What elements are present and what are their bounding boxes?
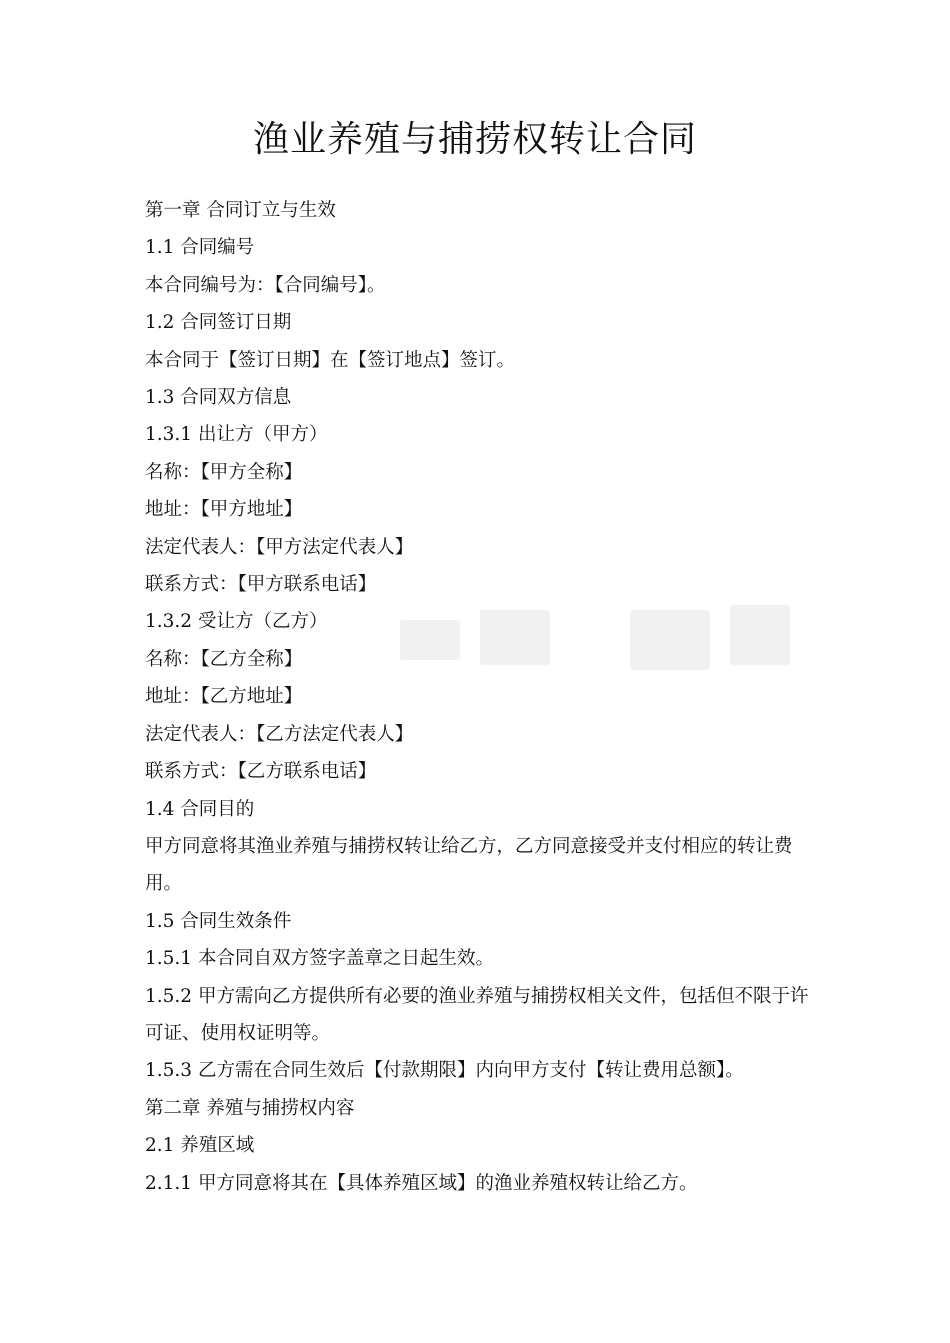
chapter-2-heading: 第二章 养殖与捕捞权内容 <box>145 1097 355 1119</box>
signing-date-line: 本合同于【签订日期】在【签订地点】签订。 <box>145 349 516 371</box>
document-title: 渔业养殖与捕捞权转让合同 <box>252 119 697 160</box>
party-b-name: 名称：【乙方全称】 <box>145 648 303 670</box>
party-b-contact: 联系方式：【乙方联系电话】 <box>145 761 377 783</box>
clause-1-5-1: 1.5.1 本合同自双方签字盖章之日起生效。 <box>145 948 494 970</box>
party-b-address: 地址：【乙方地址】 <box>145 686 303 708</box>
section-1-3-2-heading: 1.3.2 受让方（乙方） <box>145 611 328 633</box>
section-1-2-heading: 1.2 合同签订日期 <box>145 312 292 334</box>
contract-purpose-paragraph: 甲方同意将其渔业养殖与捕捞权转让给乙方，乙方同意接受并支付相应的转让费用。 <box>145 835 793 895</box>
party-a-name: 名称：【甲方全称】 <box>145 461 303 483</box>
section-1-5-heading: 1.5 合同生效条件 <box>145 910 292 932</box>
party-b-representative: 法定代表人：【乙方法定代表人】 <box>145 723 414 745</box>
section-2-1-heading: 2.1 养殖区域 <box>145 1135 255 1157</box>
contract-number-line: 本合同编号为：【合同编号】。 <box>145 274 386 296</box>
party-a-contact: 联系方式：【甲方联系电话】 <box>145 574 377 596</box>
section-1-3-1-heading: 1.3.1 出让方（甲方） <box>145 424 328 446</box>
section-1-4-heading: 1.4 合同目的 <box>145 798 255 820</box>
clause-1-5-2: 1.5.2 甲方需向乙方提供所有必要的渔业养殖与捕捞权相关文件，包括但不限于许可证、使用权证明等。 <box>145 985 809 1044</box>
document-body <box>145 192 815 1202</box>
clause-2-1-1: 2.1.1 甲方同意将其在【具体养殖区域】的渔业养殖权转让给乙方。 <box>145 1172 698 1194</box>
clause-1-5-3: 1.5.3 乙方需在合同生效后【付款期限】内向甲方支付【转让费用总额】。 <box>145 1060 744 1082</box>
party-a-address: 地址：【甲方地址】 <box>145 499 303 521</box>
chapter-1-heading: 第一章 合同订立与生效 <box>145 200 336 221</box>
party-a-representative: 法定代表人：【甲方法定代表人】 <box>145 536 414 558</box>
section-1-1-heading: 1.1 合同编号 <box>145 237 255 259</box>
section-1-3-heading: 1.3 合同双方信息 <box>145 387 292 409</box>
